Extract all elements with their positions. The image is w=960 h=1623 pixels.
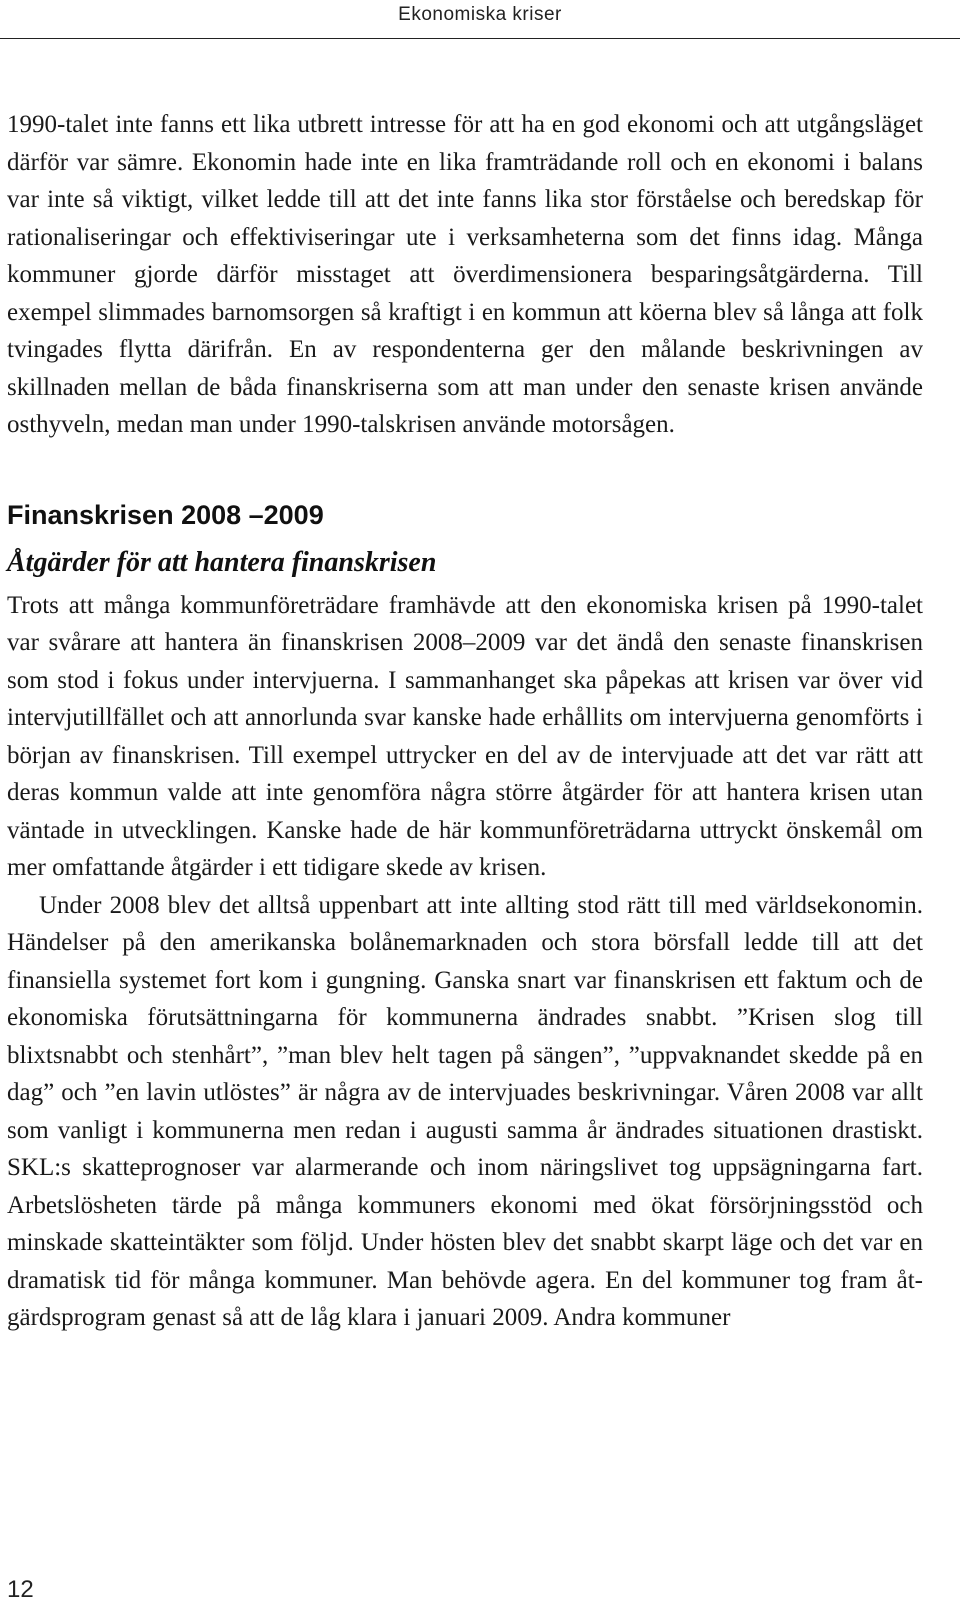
- page-content: [7, 106, 923, 1337]
- body-paragraph-1: Trots att många kommunföreträdare framhävde att den ekonomiska krisen på 1990-talet var svårare att hantera än finanskrisen 2008–2009 var det ändå den senaste finanskrisen som stod i fokus under intervjuerna. I sammanhanget ska påpekas att krisen var över vid intervjutillfället och att annorlunda svar kanske hade erhållits om intervjuerna genomförts i början av finanskrisen. Till exempel uttrycker en del av de intervjuade att det var rätt att deras kommun valde att inte genomföra några större åtgärder för att hantera krisen utan väntade in utvecklingen. Kanske hade de här kommunföreträdarna uttryckt önskemål om mer omfattande åtgärder i ett tidigare skede av krisen.: [7, 591, 923, 881]
- section-heading: Finanskrisen 2008 –2009: [7, 499, 324, 530]
- subsection-heading: Åtgärder för att hantera finanskrisen: [7, 546, 437, 578]
- running-header-title: Ekonomiska kriser: [398, 4, 562, 25]
- running-header: [0, 0, 960, 39]
- body-paragraph-2: Under 2008 blev det alltså uppenbart att inte allting stod rätt till med världsekonomin. Händelser på den amerikanska bolånemarknaden och stora börsfall ledde till att det finansiella systemet fort kom i gungning. Ganska snart var finanskrisen ett faktum och de ekonomiska förutsättningarna för kommunerna ändrades snabbt. ”Krisen slog till blixtsnabbt och stenhårt”, ”man blev helt tagen på sängen”, ”uppvaknandet skedde på en dag” och ”en lavin utlöstes” är några av de intervjuades beskrivningar. Våren 2008 var allt som vanligt i kommunerna men redan i augusti samma år ändrades situationen drastiskt. SKL:s skatteprognoser var alarmerande och inom näringslivet tog uppsägningarna fart. Arbetslösheten tärde på många kommuners ekonomi med ökat försörjningsstöd och minskade skatteintäkter som följd. Under hösten blev det snabbt skarpt läge och det var en dramatisk tid för många kommuner. Man behövde agera. En del kommuner tog fram åtgärdsprogram genast så att de låg klara i januari 2009. Andra kommuner: [7, 891, 923, 1331]
- body-paragraph-intro: 1990-talet inte fanns ett lika utbrett intresse för att ha en god ekonomi och att utgångsläget därför var sämre. Ekonomin hade inte en lika framträdande roll och en ekonomi i balans var inte så viktigt, vilket ledde till att det inte fanns lika stor förståelse och beredskap för rationaliseringar och effektiviseringar ute i verksamheterna som det finns idag. Många kommuner gjorde därför misstaget att överdimensionera besparingsåtgärderna. Till exempel slimmades barnomsorgen så kraftigt i en kommun att köerna blev så långa att folk tvingades flytta därifrån. En av respondenterna ger den målande beskrivningen av skillnaden mellan de båda finanskriserna som att man under den senaste krisen använde osthyveln, medan man under 1990-talskrisen använde motorsågen.: [7, 111, 923, 438]
- page-number: 12: [7, 1576, 34, 1603]
